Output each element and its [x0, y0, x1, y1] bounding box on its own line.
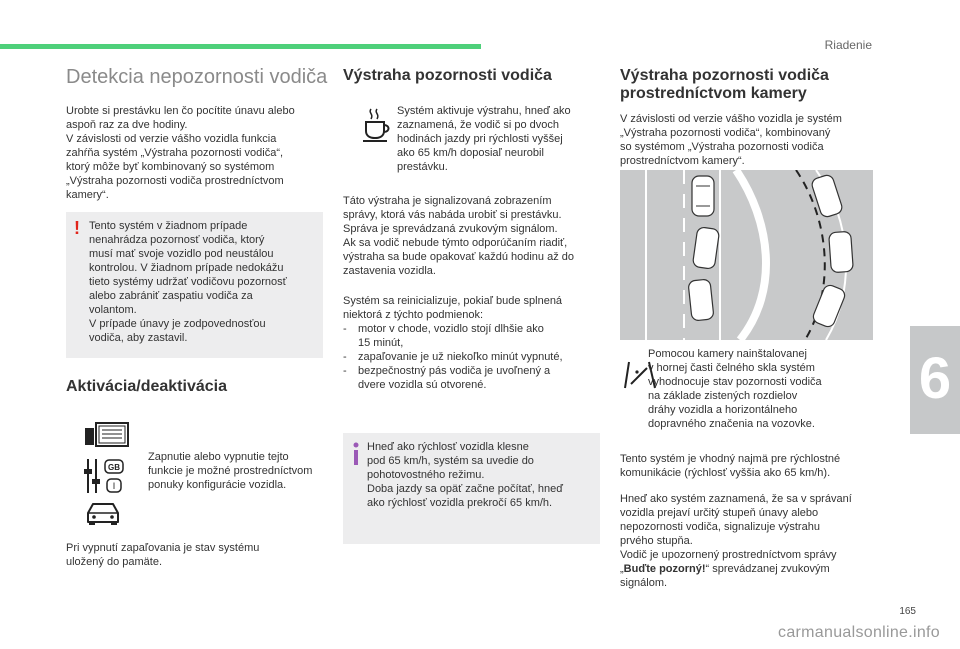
- camera-text: Pomocou kamery nainštalovanej v hornej časti čelného skla systém vyhodnocuje stav pozornosti vodiča na základe zistených rozdielov dráhy vozidla a horizontálneho dopravného značenia na vozovke.: [648, 348, 822, 430]
- activation-title: Aktivácia/deaktivácia: [66, 378, 227, 395]
- chapter-number: 6: [918, 346, 952, 411]
- activation-text: Zapnutie alebo vypnutie tejto funkcie je možné prostredníctvom ponuky konfigurácie vozidla.: [148, 451, 313, 491]
- page-title: Detekcia nepozornosti vodiča: [66, 66, 328, 88]
- coffee-cup-icon: [362, 107, 392, 143]
- camera-intro: V závislosti od verzie vášho vozidla je systém „Výstraha pozornosti vodiča“, kombinovaný so systémom „Výstraha pozornosti vodiča prostredníctvom kamery“.: [620, 113, 842, 167]
- info-note: Hneď ako rýchlosť vozidla klesne pod 65 km/h, systém sa uvedie do pohotovostného režimu. Doba jazdy sa opäť začne počítať, hneď ako rýchlosť vozidla prekročí 65 km/h.: [343, 433, 600, 544]
- camera-alert-title: Výstraha pozornosti vodiča prostredníctvom kamery: [620, 67, 829, 102]
- car-icon: [84, 500, 122, 526]
- list-item: - bezpečnostný pás vodiča je uvoľnený a dvere vozidla sú otvorené.: [343, 364, 605, 392]
- touchscreen-icon: [84, 419, 130, 449]
- driver-alert-title: Výstraha pozornosti vodiča: [343, 67, 552, 84]
- camera-para1: Tento systém je vhodný najmä pre rýchlostné komunikácie (rýchlosť vyššia ako 65 km/h).: [620, 453, 841, 479]
- chapter-accent-bar: [0, 44, 481, 49]
- settings-sliders-icon: [82, 457, 126, 495]
- i-label: I: [112, 481, 116, 491]
- reset-conditions-list: [343, 322, 605, 392]
- be-attentive-message: Buďte pozorný!: [623, 563, 706, 575]
- alert-para1: Táto výstraha je signalizovaná zobrazením správy, ktorá vás nabáda urobiť si prestávku. Správa je sprevádzaná zvukovým signálom. Ak sa vodič nebude týmto odporúčaním riadiť, výstraha sa bude opakovať každú hodinu až do zastavenia vozidla.: [343, 195, 575, 277]
- alert-icon-text: Systém aktivuje výstrahu, hneď ako zaznamená, že vodič si po dvoch hodinách jazdy pri rýchlosti vyššej ako 65 km/h doposiaľ neurobil prestávku.: [397, 105, 571, 173]
- camera-para2: Hneď ako systém zaznamená, že sa v správaní vozidla prejaví určitý stupeň únavy alebo nepozornosti vodiča, signalizuje výstrahu prvého stupňa. Vodič je upozornený prostredníctvom správy „Buďte pozorný!“ sprevádzanej zvukovým signálom.: [620, 493, 852, 589]
- warning-icon: !: [74, 218, 80, 238]
- col1-footer: Pri vypnutí zapaľovania je stav systému uložený do pamäte.: [66, 542, 260, 568]
- info-icon: [352, 442, 360, 466]
- alert-para2: Systém sa reinicializuje, pokiaľ bude splnená niektorá z týchto podmienok: - motor v chode, vozidlo stojí dlhšie ako 15 minút, - zapaľovanie je už niekoľko minút vypnuté, - bezpečnostný pás vodiča je uvoľnený a dvere vozidla sú otvorené.: [343, 294, 605, 392]
- page-number: 165: [899, 606, 916, 617]
- col1-intro: Urobte si prestávku len čo pocítite únavu alebo aspoň raz za dve hodiny. V závislosti od verzie vášho vozidla funkcia zahŕňa systém „Výstraha pozornosti vodiča“, ktorý môže byť kombinovaný so systémom „Výstraha pozornosti vodiča prostredníctvom kamery“.: [66, 105, 295, 201]
- warning-note: ! Tento systém v žiadnom prípade nenahrádza pozornosť vodiča, ktorý musí mať svoje vozidlo pod neustálou kontrolou. V žiadnom prípade nedokážu tieto systémy udržať vodičovu pozornosť alebo zabrániť zaspatiu vodiča za volantom. V prípade únavy je zodpovednosťou vodiča, aby zastavil.: [66, 212, 323, 358]
- list-item: - motor v chode, vozidlo stojí dlhšie ako 15 minút,: [343, 322, 605, 350]
- list-item: - zapaľovanie je už niekoľko minút vypnuté,: [343, 350, 605, 364]
- gb-label: GB: [108, 463, 120, 472]
- watermark: carmanualsonline.info: [778, 624, 940, 641]
- section-name: Riadenie: [824, 38, 872, 52]
- lane-drift-illustration: [620, 170, 873, 340]
